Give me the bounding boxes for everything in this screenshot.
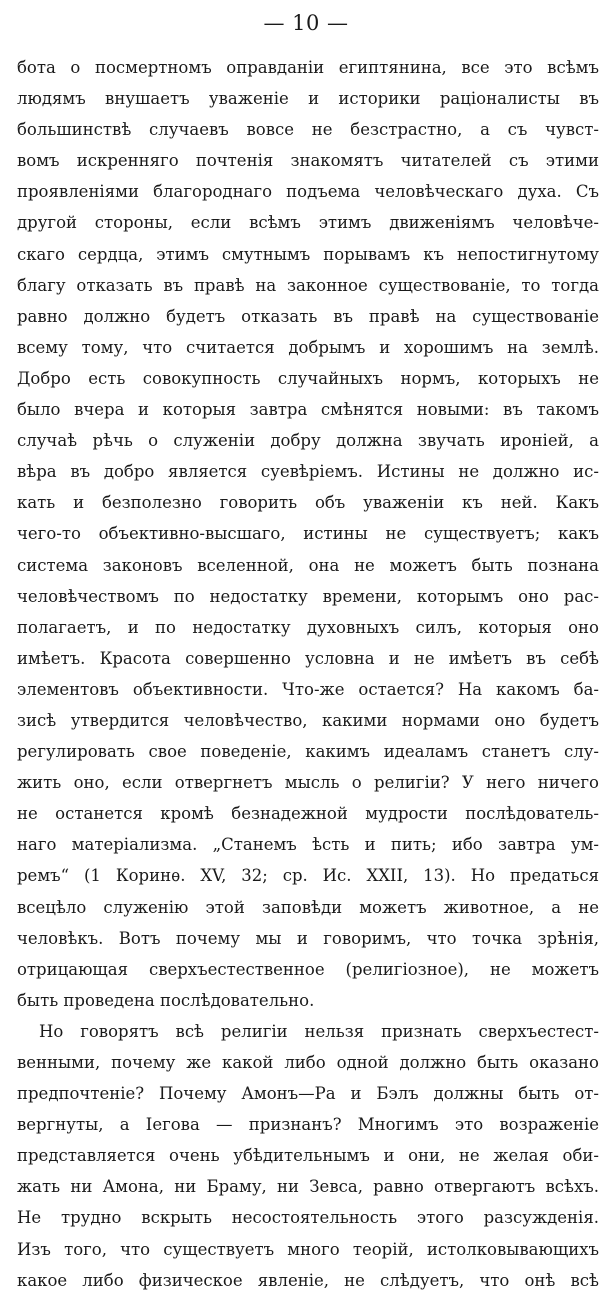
text-line: система законовъ вселенной, она не можетъ быть познана	[17, 555, 599, 575]
text-line: регулировать свое поведеніе, какимъ идеаламъ станетъ слу-	[17, 742, 599, 762]
text-line: Не трудно вскрыть несостоятельность этого разсужденія.	[17, 1208, 599, 1228]
text-line: Добро есть совокупность случайныхъ нормъ, которыхъ не	[17, 368, 599, 388]
text-line: вомъ искренняго почтенія знакомятъ читателей съ этими	[17, 151, 599, 171]
paragraph-end-line: быть проведена послѣдовательно.	[17, 990, 315, 1010]
text-line: было вчера и которыя завтра смѣнятся новыми: въ такомъ	[17, 400, 599, 420]
text-line: человѣчествомъ по недостатку времени, которымъ оно рас-	[17, 586, 599, 606]
text-line: зисѣ утвердится человѣчество, какими нормами оно будетъ	[17, 710, 599, 730]
text-line: вѣра въ добро является суевѣріемъ. Истины не должно ис-	[17, 462, 599, 482]
text-line: чего-то объективно-высшаго, истины не существуетъ; какъ	[17, 524, 599, 544]
text-line: представляется очень убѣдительнымъ и они, не желая оби-	[17, 1146, 599, 1166]
text-line: имѣетъ. Красота совершенно условна и не имѣетъ въ себѣ	[17, 648, 599, 668]
text-line: случаѣ рѣчь о служеніи добру должна звучать ироніей, а	[17, 431, 599, 451]
text-line: Изъ того, что существуетъ много теорій, истолковывающихъ	[17, 1239, 599, 1259]
text-line: равно должно будетъ отказать въ правѣ на существованіе	[17, 306, 599, 326]
text-line: наго матеріализма. „Станемъ ѣсть и пить; ибо завтра ум-	[17, 835, 599, 855]
text-line: человѣкъ. Вотъ почему мы и говоримъ, что точка зрѣнія,	[17, 928, 599, 948]
text-line: бота о посмертномъ оправданіи египтянина, все это всѣмъ	[17, 58, 599, 77]
text-line: другой стороны, если всѣмъ этимъ движеніямъ человѣче-	[17, 213, 599, 233]
body-text	[17, 52, 599, 1296]
text-line: отрицающая сверхъестественное (религіозное), не можетъ	[17, 959, 599, 979]
text-line: всему тому, что считается добрымъ и хорошимъ на землѣ.	[17, 337, 599, 357]
text-line: элементовъ объективности. Что-же остается? На какомъ ба-	[17, 679, 599, 699]
text-line: жать ни Амона, ни Браму, ни Зевса, равно отвергаютъ всѣхъ.	[17, 1177, 599, 1197]
text-line: какое либо физическое явленіе, не слѣдуетъ, что онѣ всѣ	[17, 1270, 599, 1290]
text-line: скаго сердца, этимъ смутнымъ порывамъ къ непостигнутому	[17, 244, 599, 264]
text-line: большинствѣ случаевъ вовсе не безстрастно, а съ чувст-	[17, 120, 599, 140]
page-number: — 10 —	[263, 11, 349, 35]
text-line: людямъ внушаетъ уваженіе и историки раціоналисты въ	[17, 89, 599, 109]
paragraph-start-line: Но говорятъ всѣ религіи нельзя признать сверхъестест-	[39, 1021, 599, 1041]
text-line: ремъ“ (1 Коринѳ. XV, 32; ср. Ис. XXII, 13). Но предаться	[17, 866, 599, 886]
text-line: венными, почему же какой либо одной должно быть оказано	[17, 1053, 599, 1072]
text-line: полагаетъ, и по недостатку духовныхъ силъ, которыя оно	[17, 617, 599, 637]
text-line: благу отказать въ правѣ на законное существованіе, то тогда	[17, 275, 599, 295]
text-line: предпочтеніе? Почему Амонъ—Ра и Бэлъ должны быть от-	[17, 1084, 599, 1104]
text-line: всецѣло служенію этой заповѣди можетъ животное, а не	[17, 897, 599, 917]
text-line: жить оно, если отвергнетъ мысль о религіи? У него ничего	[17, 773, 599, 793]
text-line: вергнуты, а Іегова — признанъ? Многимъ это возраженіе	[17, 1115, 599, 1135]
text-line: кать и безполезно говорить объ уваженіи къ ней. Какъ	[17, 493, 599, 513]
text-line: не останется кромѣ безнадежной мудрости послѣдователь-	[17, 804, 599, 824]
text-line: проявленіями благороднаго подъема человѣческаго духа. Съ	[17, 182, 599, 202]
